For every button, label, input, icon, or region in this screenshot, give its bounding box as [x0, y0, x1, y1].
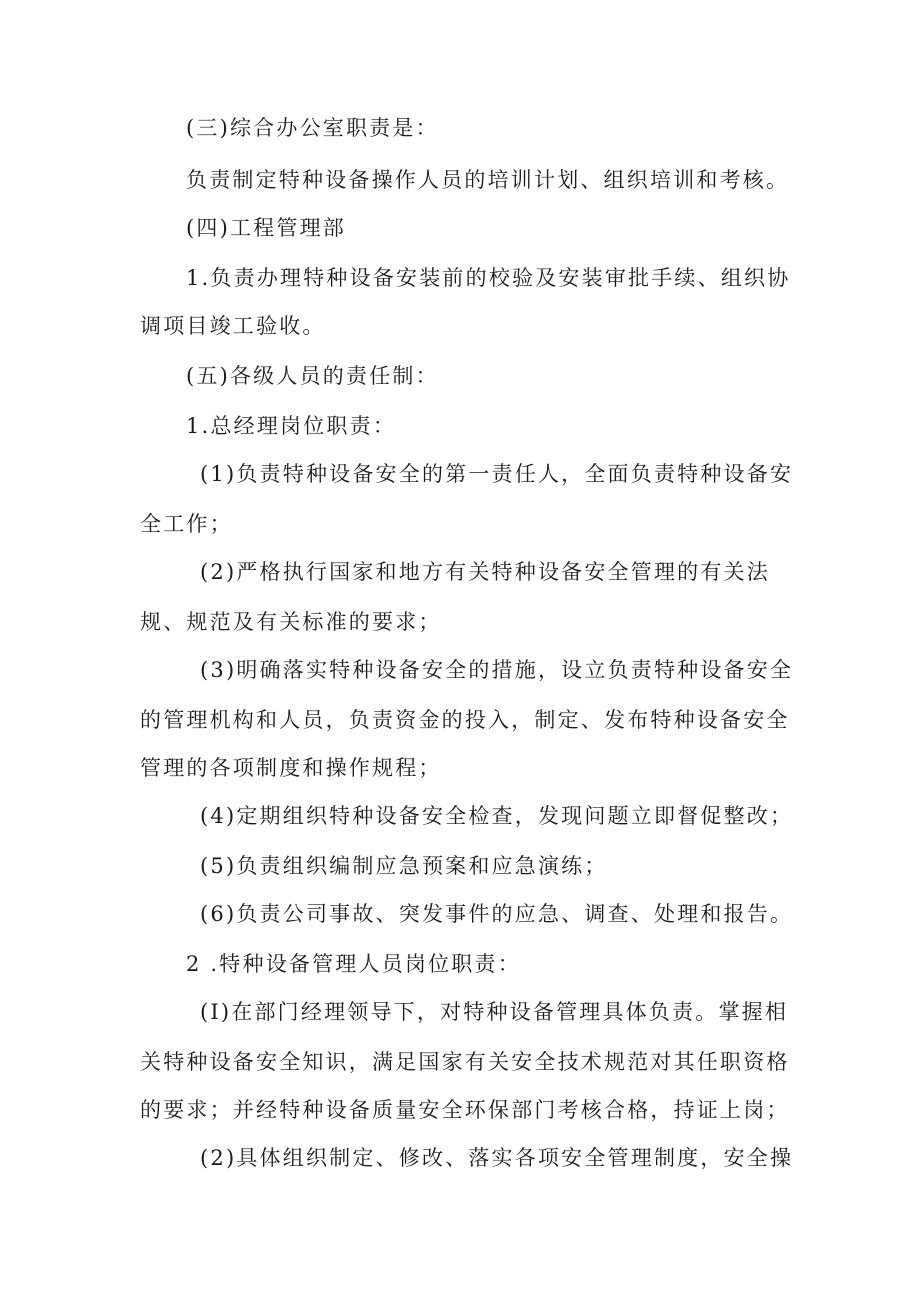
paragraph-line: 的管理机构和人员，负责资金的投入，制定、发布特种设备安全 — [140, 708, 790, 732]
paragraph-line: 管理的各项制度和操作规程； — [140, 756, 442, 780]
paragraph-line: (4)定期组织特种设备安全检查，发现问题立即督促整改； — [200, 804, 794, 828]
paragraph-line: (1)负责特种设备安全的第一责任人，全面负责特种设备安 — [200, 462, 794, 486]
paragraph-line: (6)负责公司事故、突发事件的应急、调查、处理和报告。 — [200, 902, 794, 926]
paragraph-line: (I)在部门经理领导下，对特种设备管理具体负责。掌握相 — [200, 1000, 789, 1024]
paragraph-line: 调项目竣工验收。 — [140, 314, 326, 338]
subheading-gm-duties: 1.总经理岗位职责： — [186, 414, 397, 438]
section-heading-general-office: (三)综合办公室职责是： — [186, 116, 439, 140]
paragraph-line: (5)负责组织编制应急预案和应急演练； — [200, 854, 608, 878]
paragraph-line: 1.负责办理特种设备安装前的校验及安装审批手续、组织协 — [186, 266, 791, 290]
subheading-equipment-manager-duties: 2 .特种设备管理人员岗位职责： — [186, 952, 521, 976]
section-heading-engineering: (四)工程管理部 — [186, 216, 346, 240]
section-heading-responsibility: (五)各级人员的责任制： — [186, 364, 439, 388]
paragraph-line: 的要求；并经特种设备质量安全环保部门考核合格，持证上岗； — [140, 1098, 790, 1122]
paragraph-line: 负责制定特种设备操作人员的培训计划、组织培训和考核。 — [186, 168, 790, 192]
paragraph-line: (2)具体组织制定、修改、落实各项安全管理制度，安全操 — [200, 1146, 794, 1170]
paragraph-line: (3)明确落实特种设备安全的措施，设立负责特种设备安全 — [200, 658, 794, 682]
paragraph-line: 规、规范及有关标准的要求； — [140, 610, 442, 634]
paragraph-line: 关特种设备安全知识，满足国家有关安全技术规范对其任职资格 — [140, 1050, 790, 1074]
paragraph-line: 全工作； — [140, 512, 233, 536]
paragraph-line: (2)严格执行国家和地方有关特种设备安全管理的有关法 — [200, 560, 770, 584]
